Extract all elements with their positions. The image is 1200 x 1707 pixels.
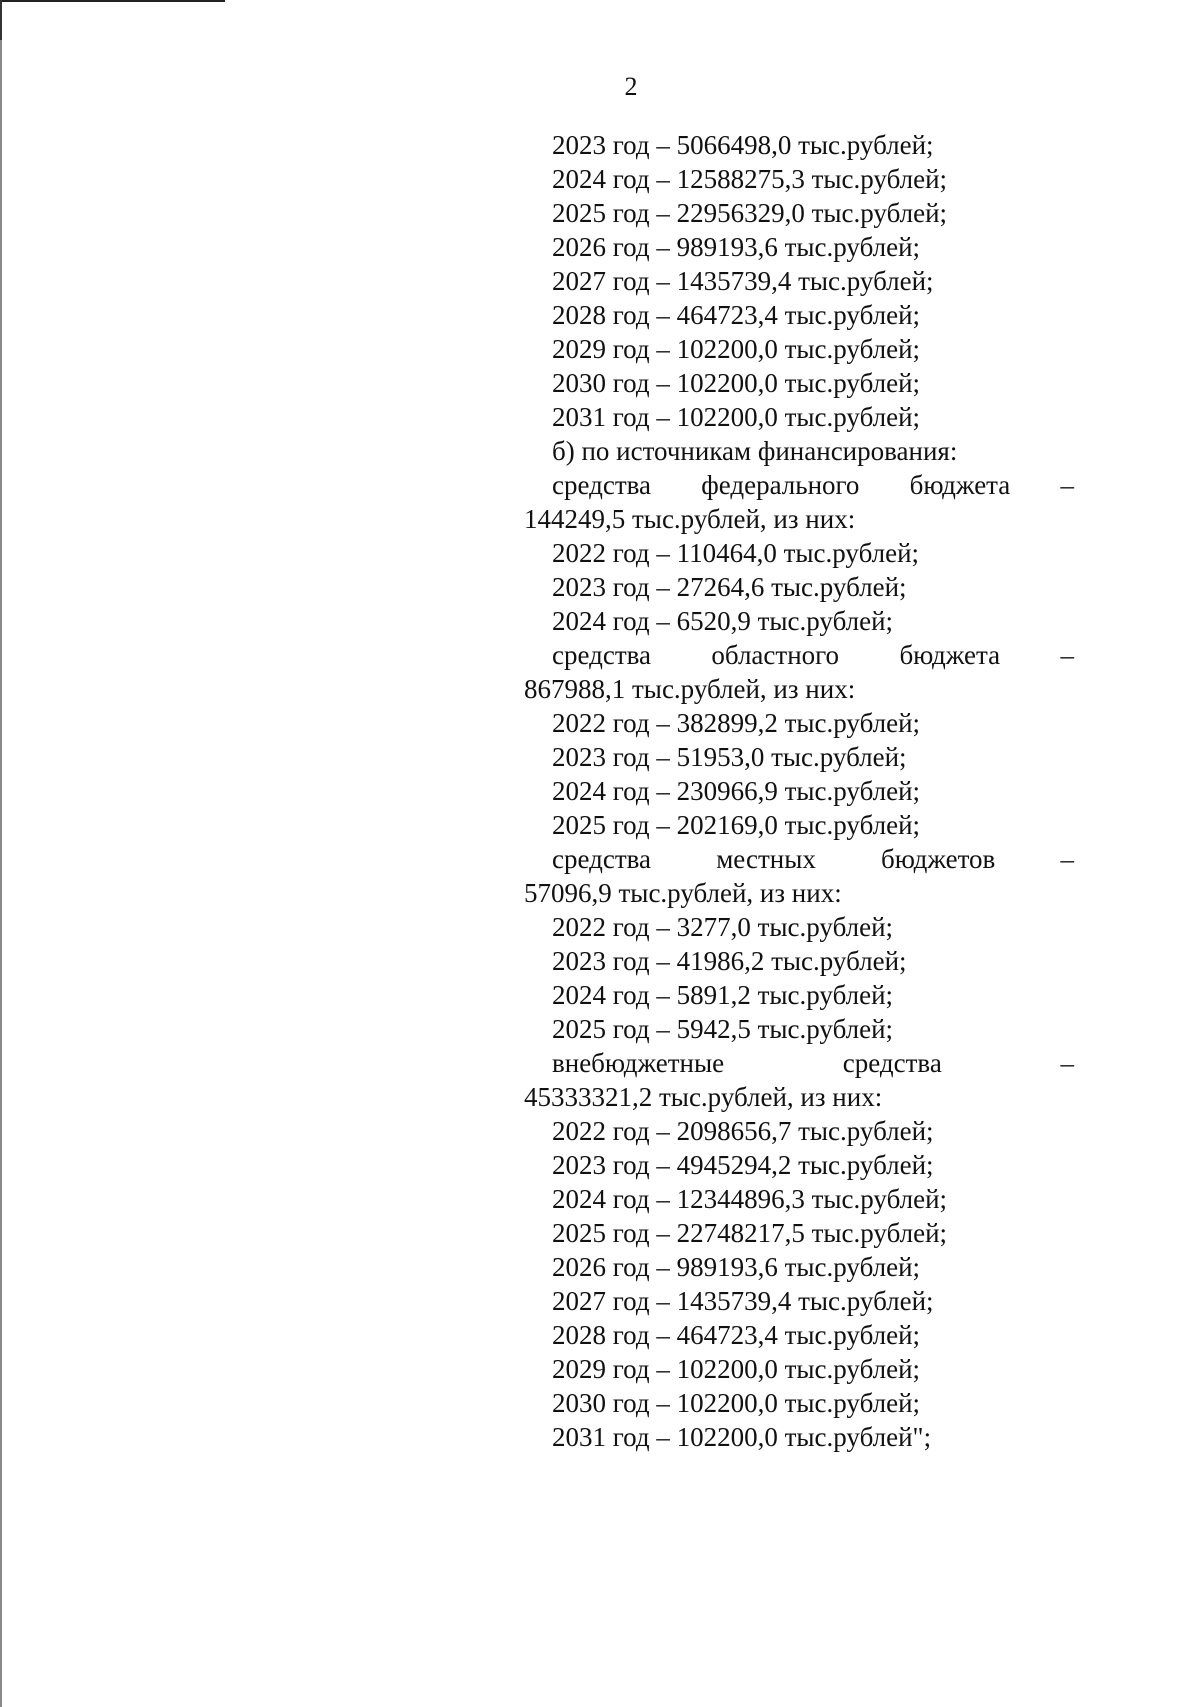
extrabudget-total: 45333321,2 тыс.рублей, из них:: [524, 1082, 883, 1112]
heading-word: бюджета: [899, 640, 1001, 670]
text-line: 2029 год – 102200,0 тыс.рублей;: [552, 1354, 921, 1384]
heading-word: областного: [711, 640, 840, 670]
text-line: 2023 год – 51953,0 тыс.рублей;: [552, 742, 907, 772]
text-line: 2022 год – 3277,0 тыс.рублей;: [552, 912, 894, 942]
text-line: 2022 год – 382899,2 тыс.рублей;: [552, 708, 921, 738]
text-line: 2029 год – 102200,0 тыс.рублей;: [552, 334, 921, 364]
regional-budget-total: 867988,1 тыс.рублей, из них:: [524, 674, 856, 704]
text-line: 2022 год – 2098656,7 тыс.рублей;: [552, 1116, 934, 1146]
text-line: 2024 год – 5891,2 тыс.рублей;: [552, 980, 894, 1010]
text-line: 2030 год – 102200,0 тыс.рублей;: [552, 368, 921, 398]
extrabudget-heading: [524, 1046, 1074, 1080]
heading-word: федерального: [701, 470, 860, 500]
heading-dash: –: [1060, 844, 1074, 874]
scan-edge-top: [0, 0, 225, 2]
heading-word: бюджетов: [881, 844, 996, 874]
federal-budget-total: 144249,5 тыс.рублей, из них:: [524, 504, 856, 534]
text-line: 2022 год – 110464,0 тыс.рублей;: [552, 538, 920, 568]
text-line: 2026 год – 989193,6 тыс.рублей;: [552, 232, 921, 262]
heading-dash: –: [1060, 470, 1074, 500]
text-line: 2024 год – 230966,9 тыс.рублей;: [552, 776, 921, 806]
document-body: [524, 128, 1074, 1454]
text-line: 2025 год – 22956329,0 тыс.рублей;: [552, 198, 948, 228]
heading-word: внебюджетные: [552, 1048, 725, 1078]
text-line: 2024 год – 12344896,3 тыс.рублей;: [552, 1184, 948, 1214]
text-line: 2024 год – 6520,9 тыс.рублей;: [552, 606, 894, 636]
text-line: 2025 год – 202169,0 тыс.рублей;: [552, 810, 921, 840]
local-budget-total: 57096,9 тыс.рублей, из них:: [524, 878, 842, 908]
heading-word: средства: [552, 640, 652, 670]
heading-word: местных: [716, 844, 816, 874]
heading-word: средства: [552, 470, 652, 500]
regional-budget-heading: [524, 638, 1074, 672]
text-line: 2023 год – 41986,2 тыс.рублей;: [552, 946, 907, 976]
scan-edge-left: [0, 0, 2, 1707]
text-line: 2023 год – 4945294,2 тыс.рублей;: [552, 1150, 934, 1180]
heading-word: средства: [552, 844, 652, 874]
text-line: 2027 год – 1435739,4 тыс.рублей;: [552, 1286, 934, 1316]
text-line: 2026 год – 989193,6 тыс.рублей;: [552, 1252, 921, 1282]
text-line: 2024 год – 12588275,3 тыс.рублей;: [552, 164, 948, 194]
text-line: 2025 год – 5942,5 тыс.рублей;: [552, 1014, 894, 1044]
text-line: 2031 год – 102200,0 тыс.рублей";: [552, 1422, 932, 1452]
text-line: 2023 год – 27264,6 тыс.рублей;: [552, 572, 907, 602]
text-line: 2030 год – 102200,0 тыс.рублей;: [552, 1388, 921, 1418]
heading-word: средства: [842, 1048, 942, 1078]
text-line: 2025 год – 22748217,5 тыс.рублей;: [552, 1218, 948, 1248]
text-line: 2028 год – 464723,4 тыс.рублей;: [552, 300, 921, 330]
section-heading: б) по источникам финансирования:: [552, 436, 958, 466]
text-line: 2031 год – 102200,0 тыс.рублей;: [552, 402, 921, 432]
heading-dash: –: [1060, 640, 1074, 670]
federal-budget-heading: [524, 468, 1074, 502]
local-budget-heading: [524, 842, 1074, 876]
text-line: 2028 год – 464723,4 тыс.рублей;: [552, 1320, 921, 1350]
heading-dash: –: [1060, 1048, 1074, 1078]
page-number: 2: [624, 72, 638, 101]
text-line: 2027 год – 1435739,4 тыс.рублей;: [552, 266, 934, 296]
text-line: 2023 год – 5066498,0 тыс.рублей;: [552, 130, 934, 160]
heading-word: бюджета: [909, 470, 1011, 500]
